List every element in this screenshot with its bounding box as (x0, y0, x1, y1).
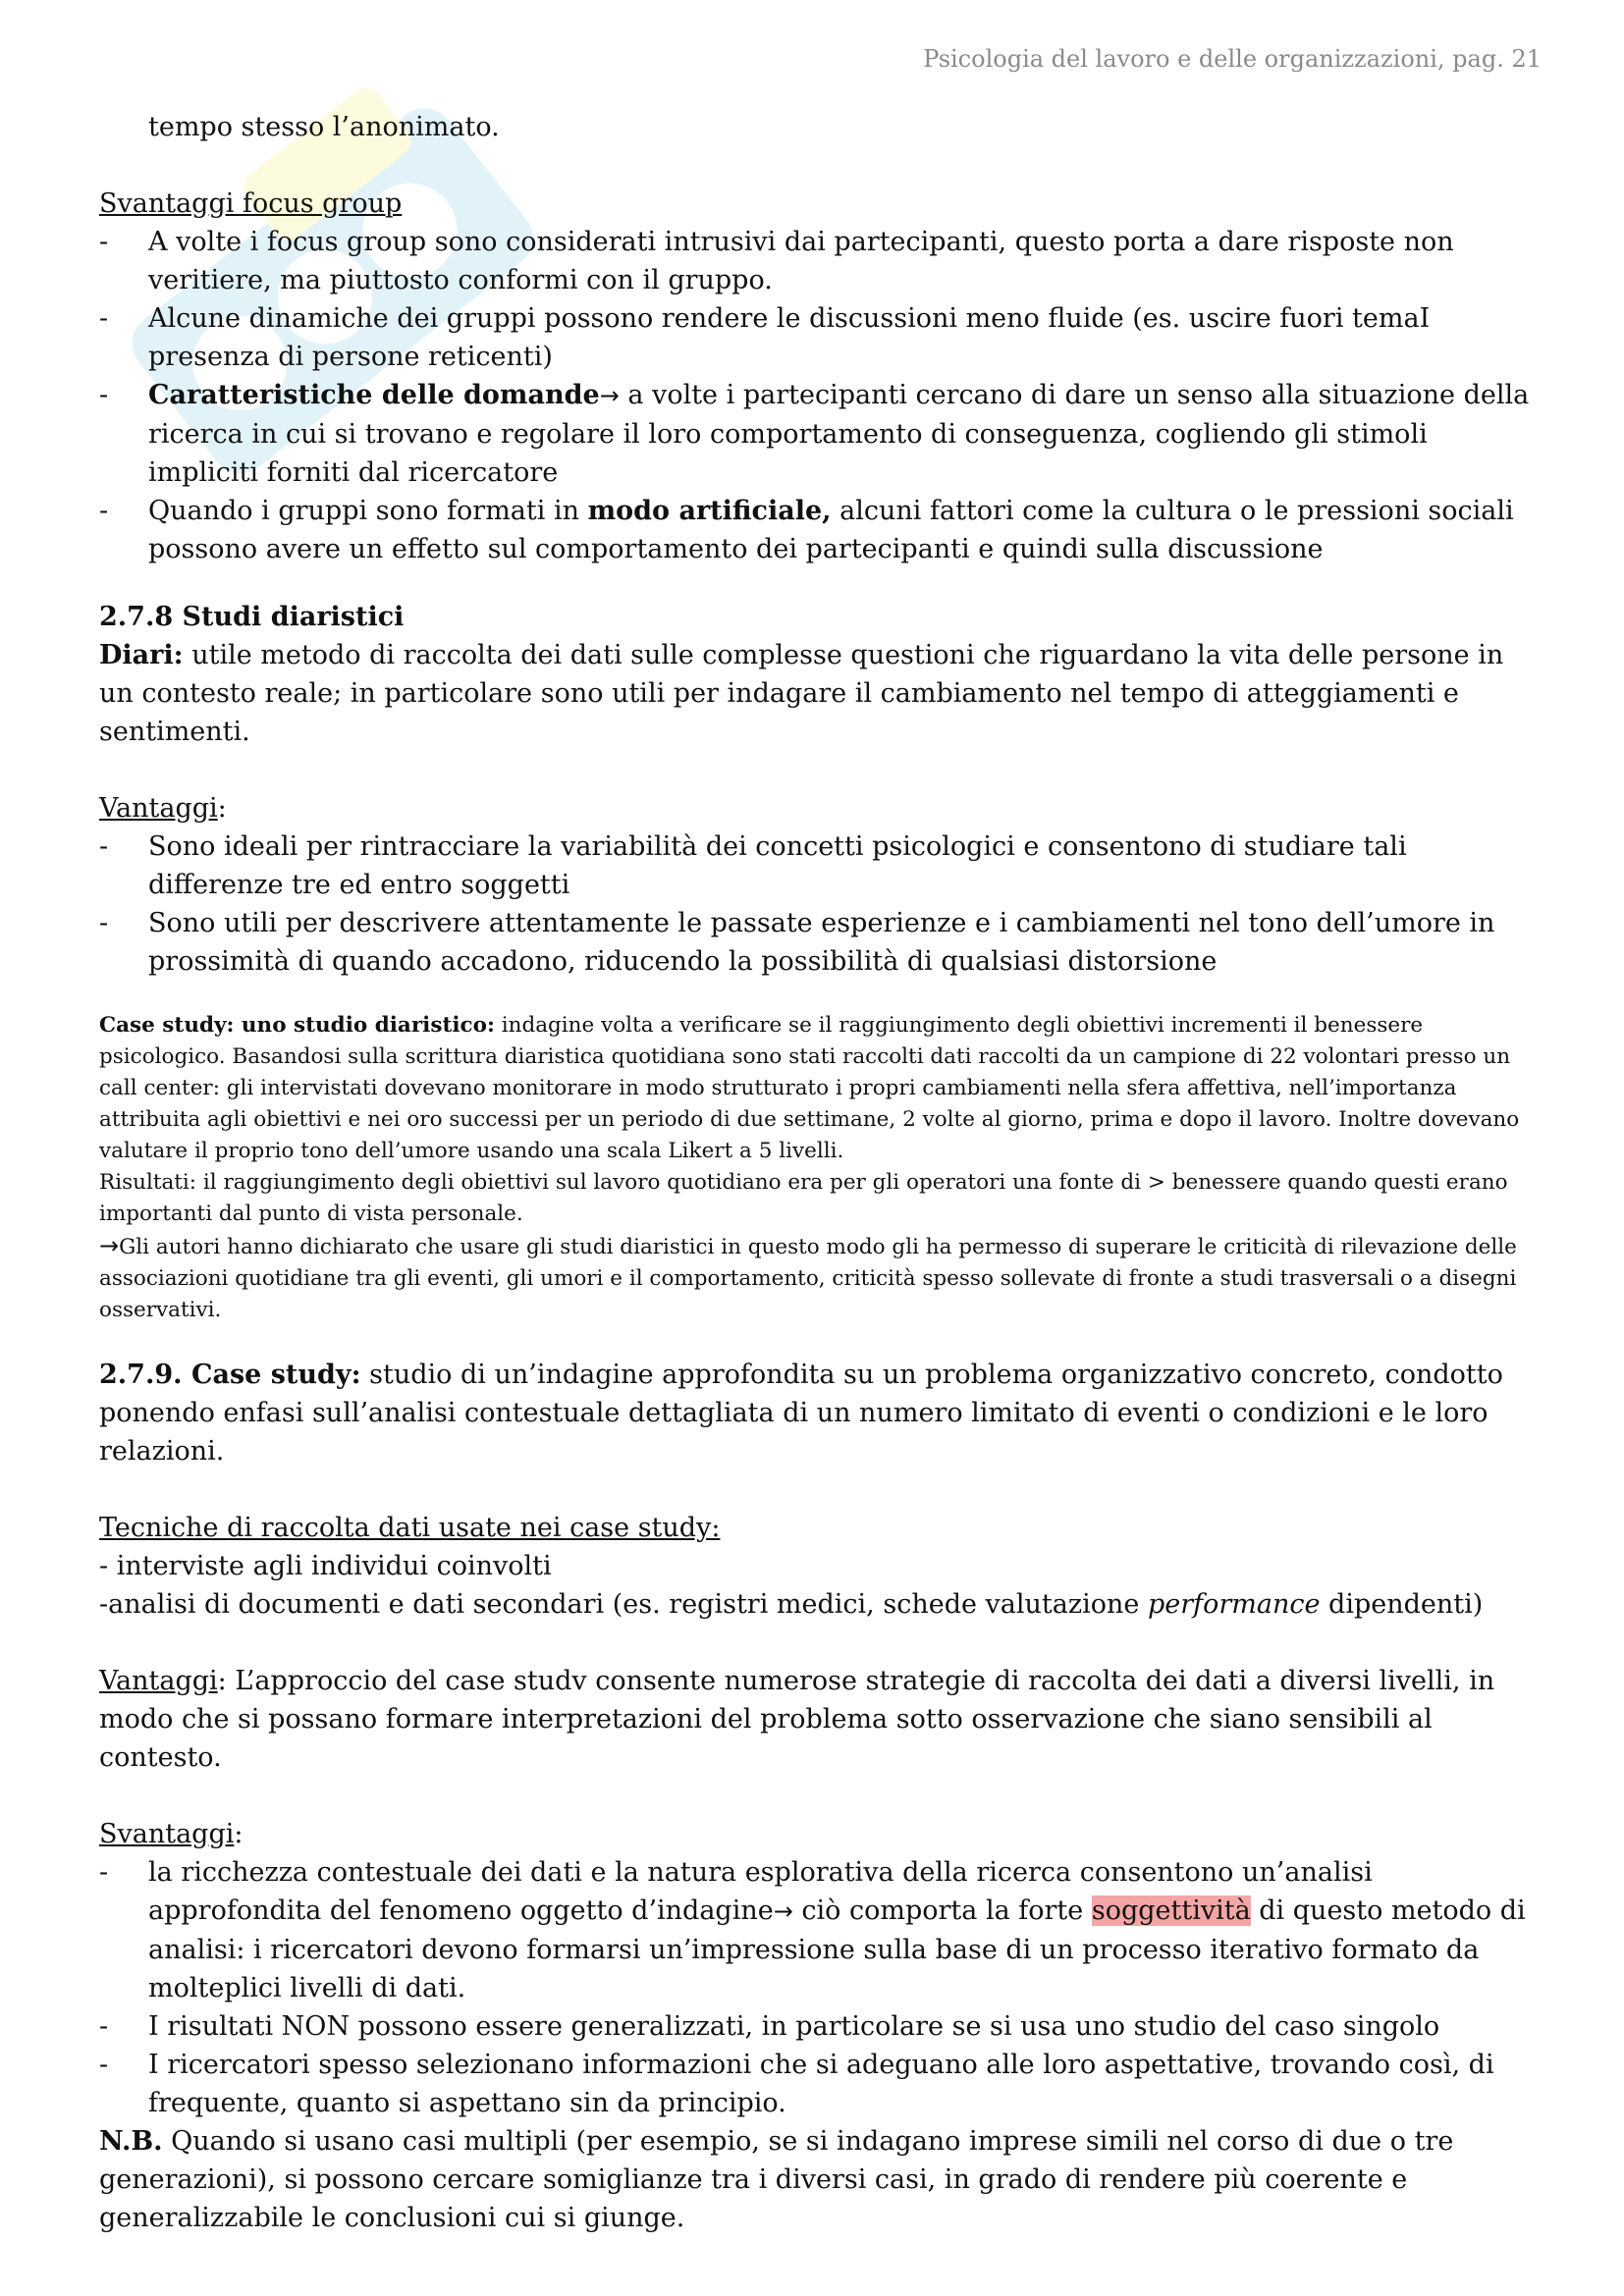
list-item: - Caratteristiche delle domande→ a volte i partecipanti cercano di dare un senso alla situazione della ricerca in cui si trovano e regolare il loro comportamento di conseguenza, cogliendo gli stimoli impliciti forniti dal ricercatore (99, 376, 1533, 492)
document-body (99, 108, 1533, 2237)
bullet-dash: - (99, 831, 109, 862)
page-header: Psicologia del lavoro e delle organizzazioni, pag. 21 (923, 45, 1542, 73)
list-item: - I ricercatori spesso selezionano informazioni che si adeguano alle loro aspettative, trovando così, di frequente, quanto si aspettano sin da principio. (99, 2046, 1533, 2122)
bullet-dash: - (99, 227, 109, 257)
list-item: - I risultati NON possono essere generalizzati, in particolare se si usa uno studio del caso singolo (99, 2007, 1533, 2046)
case-description: Case study: uno studio diaristico: indagine volta a verificare se il raggiungimento degli obiettivi incrementi il benessere psicologico. Basandosi sulla scrittura diaristica quotidiana sono stati raccolti dati raccolti da un campione di 22 volontari presso un call center: gli intervistati dovevano monitorare in modo strutturato i propri cambiamenti nella sfera affettiva, nell’importanza attribuita agli obiettivi e nei oro successi per un periodo di due settimane, 2 volte al giorno, prima e dopo il lavoro. Inoltre dovevano valutare il proprio tono dell’umore usando una scala Likert a 5 livelli. (99, 1013, 1520, 1163)
tecniche-item: - interviste agli individui coinvolti (99, 1551, 552, 1581)
list-item: - A volte i focus group sono considerati intrusivi dai partecipanti, questo porta a dare risposte non veritiere, ma piuttosto conformi con il gruppo. (99, 223, 1533, 299)
bullet-dash: - (99, 380, 109, 410)
continuation-line: tempo stesso l’anonimato. (148, 112, 500, 142)
nota-bene: N.B. Quando si usano casi multipli (per esempio, se si indagano imprese simili nel corso di due o tre generazioni), si possono cercare somiglianze tra i diversi casi, in grado di rendere più coerente e generalizzabile le conclusioni cui si giunge. (99, 2126, 1454, 2233)
case-study-definition: 2.7.9. Case study: studio di un’indagine approfondita su un problema organizzativo concreto, condotto ponendo enfasi sull’analisi contestuale dettagliata di un numero limitato di eventi o condizioni e le loro relazioni. (99, 1360, 1503, 1467)
diari-definition: Diari: utile metodo di raccolta dei dati sulle complesse questioni che riguardano la vita delle persone in un contesto reale; in particolare sono utili per indagare il cambiamento nel tempo di atteggiamenti e sentimenti. (99, 640, 1504, 747)
case-risultati: Risultati: il raggiungimento degli obiettivi sul lavoro quotidiano era per gli operatori una fonte di > benessere quando questi erano importanti dal punto di vista personale. (99, 1170, 1508, 1226)
diari-vantaggi-title: Vantaggi: (99, 793, 227, 824)
bullet-dash: - (99, 2011, 109, 2042)
highlighted-term: soggettività (1091, 1896, 1251, 1926)
case-conclusione: →Gli autori hanno dichiarato che usare gli studi diaristici in questo modo gli ha permesso di superare le criticità di rilevazione delle associazioni quotidiane tra gli eventi, gli umori e il comportamento, criticità spesso sollevate di fronte a studi trasversali o a disegni osservativi. (99, 1232, 1517, 1322)
arrow-right-icon: → (773, 1897, 793, 1925)
tecniche-item: -analisi di documenti e dati secondari (es. registri medici, schede valutazione performance dipendenti) (99, 1589, 1484, 1620)
case-svantaggi-title: Svantaggi: (99, 1819, 244, 1849)
arrow-right-icon: → (599, 382, 620, 409)
focus-svantaggi-title: Svantaggi focus group (99, 188, 403, 219)
section-heading-diari: 2.7.8 Studi diaristici (99, 602, 405, 632)
list-item: - la ricchezza contestuale dei dati e la natura esplorativa della ricerca consentono un’analisi approfondita del fenomeno oggetto d’indagine→ ciò comporta la forte soggettività di questo metodo di analisi: i ricercatori devono formarsi un’impressione sulla base di un processo iterativo formato da molteplici livelli di dati. (99, 1853, 1533, 2007)
bullet-dash: - (99, 303, 109, 334)
tecniche-title: Tecniche di raccolta dati usate nei case study: (99, 1513, 721, 1543)
list-item: - Sono utili per descrivere attentamente le passate esperienze e i cambiamenti nel tono dell’umore in prossimità di quando accadono, riducendo la possibilità di qualsiasi distorsione (99, 904, 1533, 981)
list-item: - Quando i gruppi sono formati in modo artificiale, alcuni fattori come la cultura o le pressioni sociali possono avere un effetto sul comportamento dei partecipanti e quindi sulla discussione (99, 492, 1533, 568)
case-vantaggi: Vantaggi: L’approccio del case studv consente numerose strategie di raccolta dei dati a diversi livelli, in modo che si possano formare interpretazioni del problema sotto osservazione che siano sensibili al contesto. (99, 1666, 1495, 1773)
list-item: - Alcune dinamiche dei gruppi possono rendere le discussioni meno fluide (es. uscire fuori temaI presenza di persone reticenti) (99, 299, 1533, 376)
bullet-dash: - (99, 2050, 109, 2080)
bullet-dash: - (99, 496, 109, 526)
bullet-dash: - (99, 908, 109, 938)
list-item: - Sono ideali per rintracciare la variabilità dei concetti psicologici e consentono di studiare tali differenze tre ed entro soggetti (99, 828, 1533, 904)
bullet-dash: - (99, 1857, 109, 1888)
arrow-right-icon: → (99, 1232, 120, 1259)
case-box (99, 1010, 1533, 1326)
